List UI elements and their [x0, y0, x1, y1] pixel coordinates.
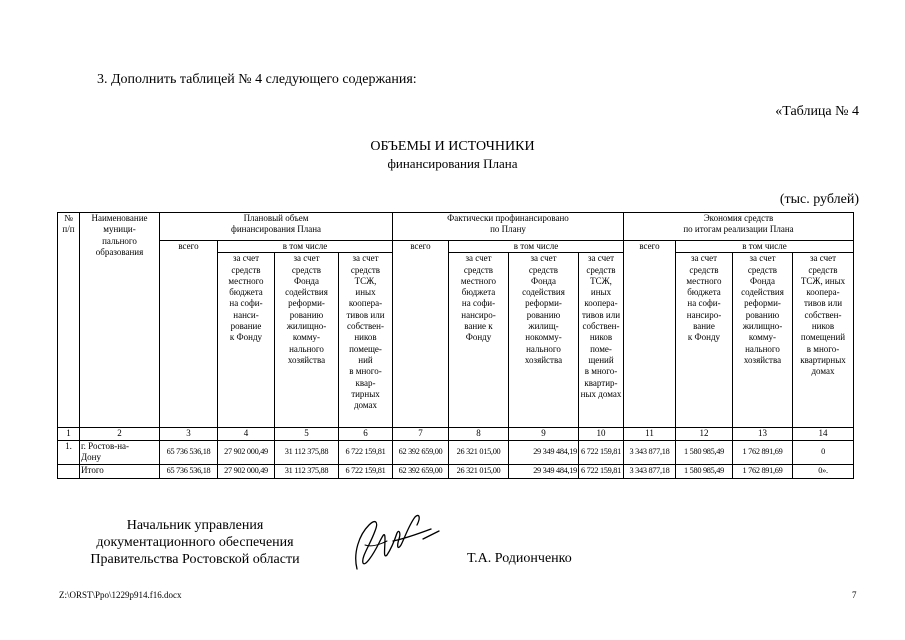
cell-value: 6 722 159,81 — [579, 440, 624, 464]
table-subtitle: финансирования Плана — [387, 156, 518, 171]
cell-value: 1 580 985,49 — [676, 440, 733, 464]
cell-value: 0». — [793, 464, 854, 478]
cell-value: 65 736 536,18 — [160, 440, 218, 464]
header-planned: Плановый объем финансирования Плана — [160, 213, 393, 241]
header-planned-total: всего — [160, 241, 218, 428]
column-number: 3 — [160, 428, 218, 440]
position-line: Начальник управления — [126, 518, 264, 533]
header-planned-fund: за счет средств Фонда содействия реформи- рованию жилищно- комму- нального хозяйства — [275, 253, 339, 428]
header-planned-tszh: за счет средств ТСЖ, иных коопера- тивов или собствен- ников помеще- ний в много- квар- тирных домах — [339, 253, 393, 428]
position-line: документационного обеспечения — [96, 535, 294, 550]
cell-value: 26 321 015,00 — [449, 440, 509, 464]
column-number: 13 — [733, 428, 793, 440]
header-planned-including: в том числе — [218, 241, 393, 253]
column-number: 11 — [624, 428, 676, 440]
footer-file-path: Z:\ORST\Ppo\1229p914.f16.docx — [59, 590, 182, 600]
cell-value: 29 349 484,19 — [509, 464, 579, 478]
cell-value: 1 762 891,69 — [733, 440, 793, 464]
column-number: 8 — [449, 428, 509, 440]
row-total-label: Итого — [80, 464, 160, 478]
header-savings-fund: за счет средств Фонда содействия реформи- рованию жилищно- комму- нального хозяйства — [733, 253, 793, 428]
header-no: № п/п — [58, 213, 80, 428]
header-actual-including: в том числе — [449, 241, 624, 253]
handwritten-signature — [335, 505, 445, 575]
financing-table — [57, 212, 854, 479]
intro-text: 3. Дополнить таблицей № 4 следующего содержания: — [97, 72, 417, 87]
column-number: 12 — [676, 428, 733, 440]
header-actual-fund: за счет средств Фонда содействия реформи- рованию жилищ- нокомму- нального хозяйства — [509, 253, 579, 428]
header-savings-including: в том числе — [676, 241, 854, 253]
position-line: Правительства Ростовской области — [90, 552, 300, 567]
column-number: 4 — [218, 428, 275, 440]
column-number: 14 — [793, 428, 854, 440]
unit-label: (тыс. рублей) — [779, 192, 859, 207]
column-number: 2 — [80, 428, 160, 440]
cell-value: 6 722 159,81 — [339, 440, 393, 464]
cell-value: 0 — [793, 440, 854, 464]
table-row — [58, 440, 854, 464]
header-savings: Экономия средств по итогам реализации Плана — [624, 213, 854, 241]
cell-value: 3 343 877,18 — [624, 440, 676, 464]
header-savings-local: за счет средств местного бюджета на софи- нансиро- вание к Фонду — [676, 253, 733, 428]
cell-value: 62 392 659,00 — [393, 464, 449, 478]
header-name: Наименование муници- пального образования — [80, 213, 160, 428]
header-savings-tszh: за счет средств ТСЖ, иных коопера- тивов или собствен- ников помещений в много- квартирных домах — [793, 253, 854, 428]
cell-value: 1 580 985,49 — [676, 464, 733, 478]
row-no — [58, 464, 80, 478]
column-number: 5 — [275, 428, 339, 440]
header-savings-total: всего — [624, 241, 676, 428]
cell-value: 3 343 877,18 — [624, 464, 676, 478]
table-number: «Таблица № 4 — [775, 104, 859, 119]
cell-value: 27 902 000,49 — [218, 440, 275, 464]
table-row — [58, 464, 854, 478]
column-number: 9 — [509, 428, 579, 440]
cell-value: 26 321 015,00 — [449, 464, 509, 478]
cell-value: 31 112 375,88 — [275, 464, 339, 478]
page-number: 7 — [852, 590, 857, 600]
header-planned-local: за счет средств местного бюджета на софи- нанси- рование к Фонду — [218, 253, 275, 428]
column-number: 1 — [58, 428, 80, 440]
cell-value: 62 392 659,00 — [393, 440, 449, 464]
column-number: 10 — [579, 428, 624, 440]
header-actual-total: всего — [393, 241, 449, 428]
cell-value: 6 722 159,81 — [579, 464, 624, 478]
row-municipality: г. Ростов-на- Дону — [80, 440, 160, 464]
row-no: 1. — [58, 440, 80, 464]
cell-value: 29 349 484,19 — [509, 440, 579, 464]
cell-value: 1 762 891,69 — [733, 464, 793, 478]
header-actual: Фактически профинансировано по Плану — [393, 213, 624, 241]
cell-value: 65 736 536,18 — [160, 464, 218, 478]
table-title: ОБЪЕМЫ И ИСТОЧНИКИ — [370, 139, 535, 154]
column-number: 7 — [393, 428, 449, 440]
header-actual-local: за счет средств местного бюджета на софи- нансиро- вание к Фонду — [449, 253, 509, 428]
cell-value: 31 112 375,88 — [275, 440, 339, 464]
cell-value: 6 722 159,81 — [339, 464, 393, 478]
signatory-position — [60, 517, 330, 568]
signatory-name: Т.А. Родионченко — [467, 551, 572, 566]
header-actual-tszh: за счет средств ТСЖ, иных коопера- тивов или собствен- ников поме- щений в много- квартир- ных домах — [579, 253, 624, 428]
column-number: 6 — [339, 428, 393, 440]
cell-value: 27 902 000,49 — [218, 464, 275, 478]
